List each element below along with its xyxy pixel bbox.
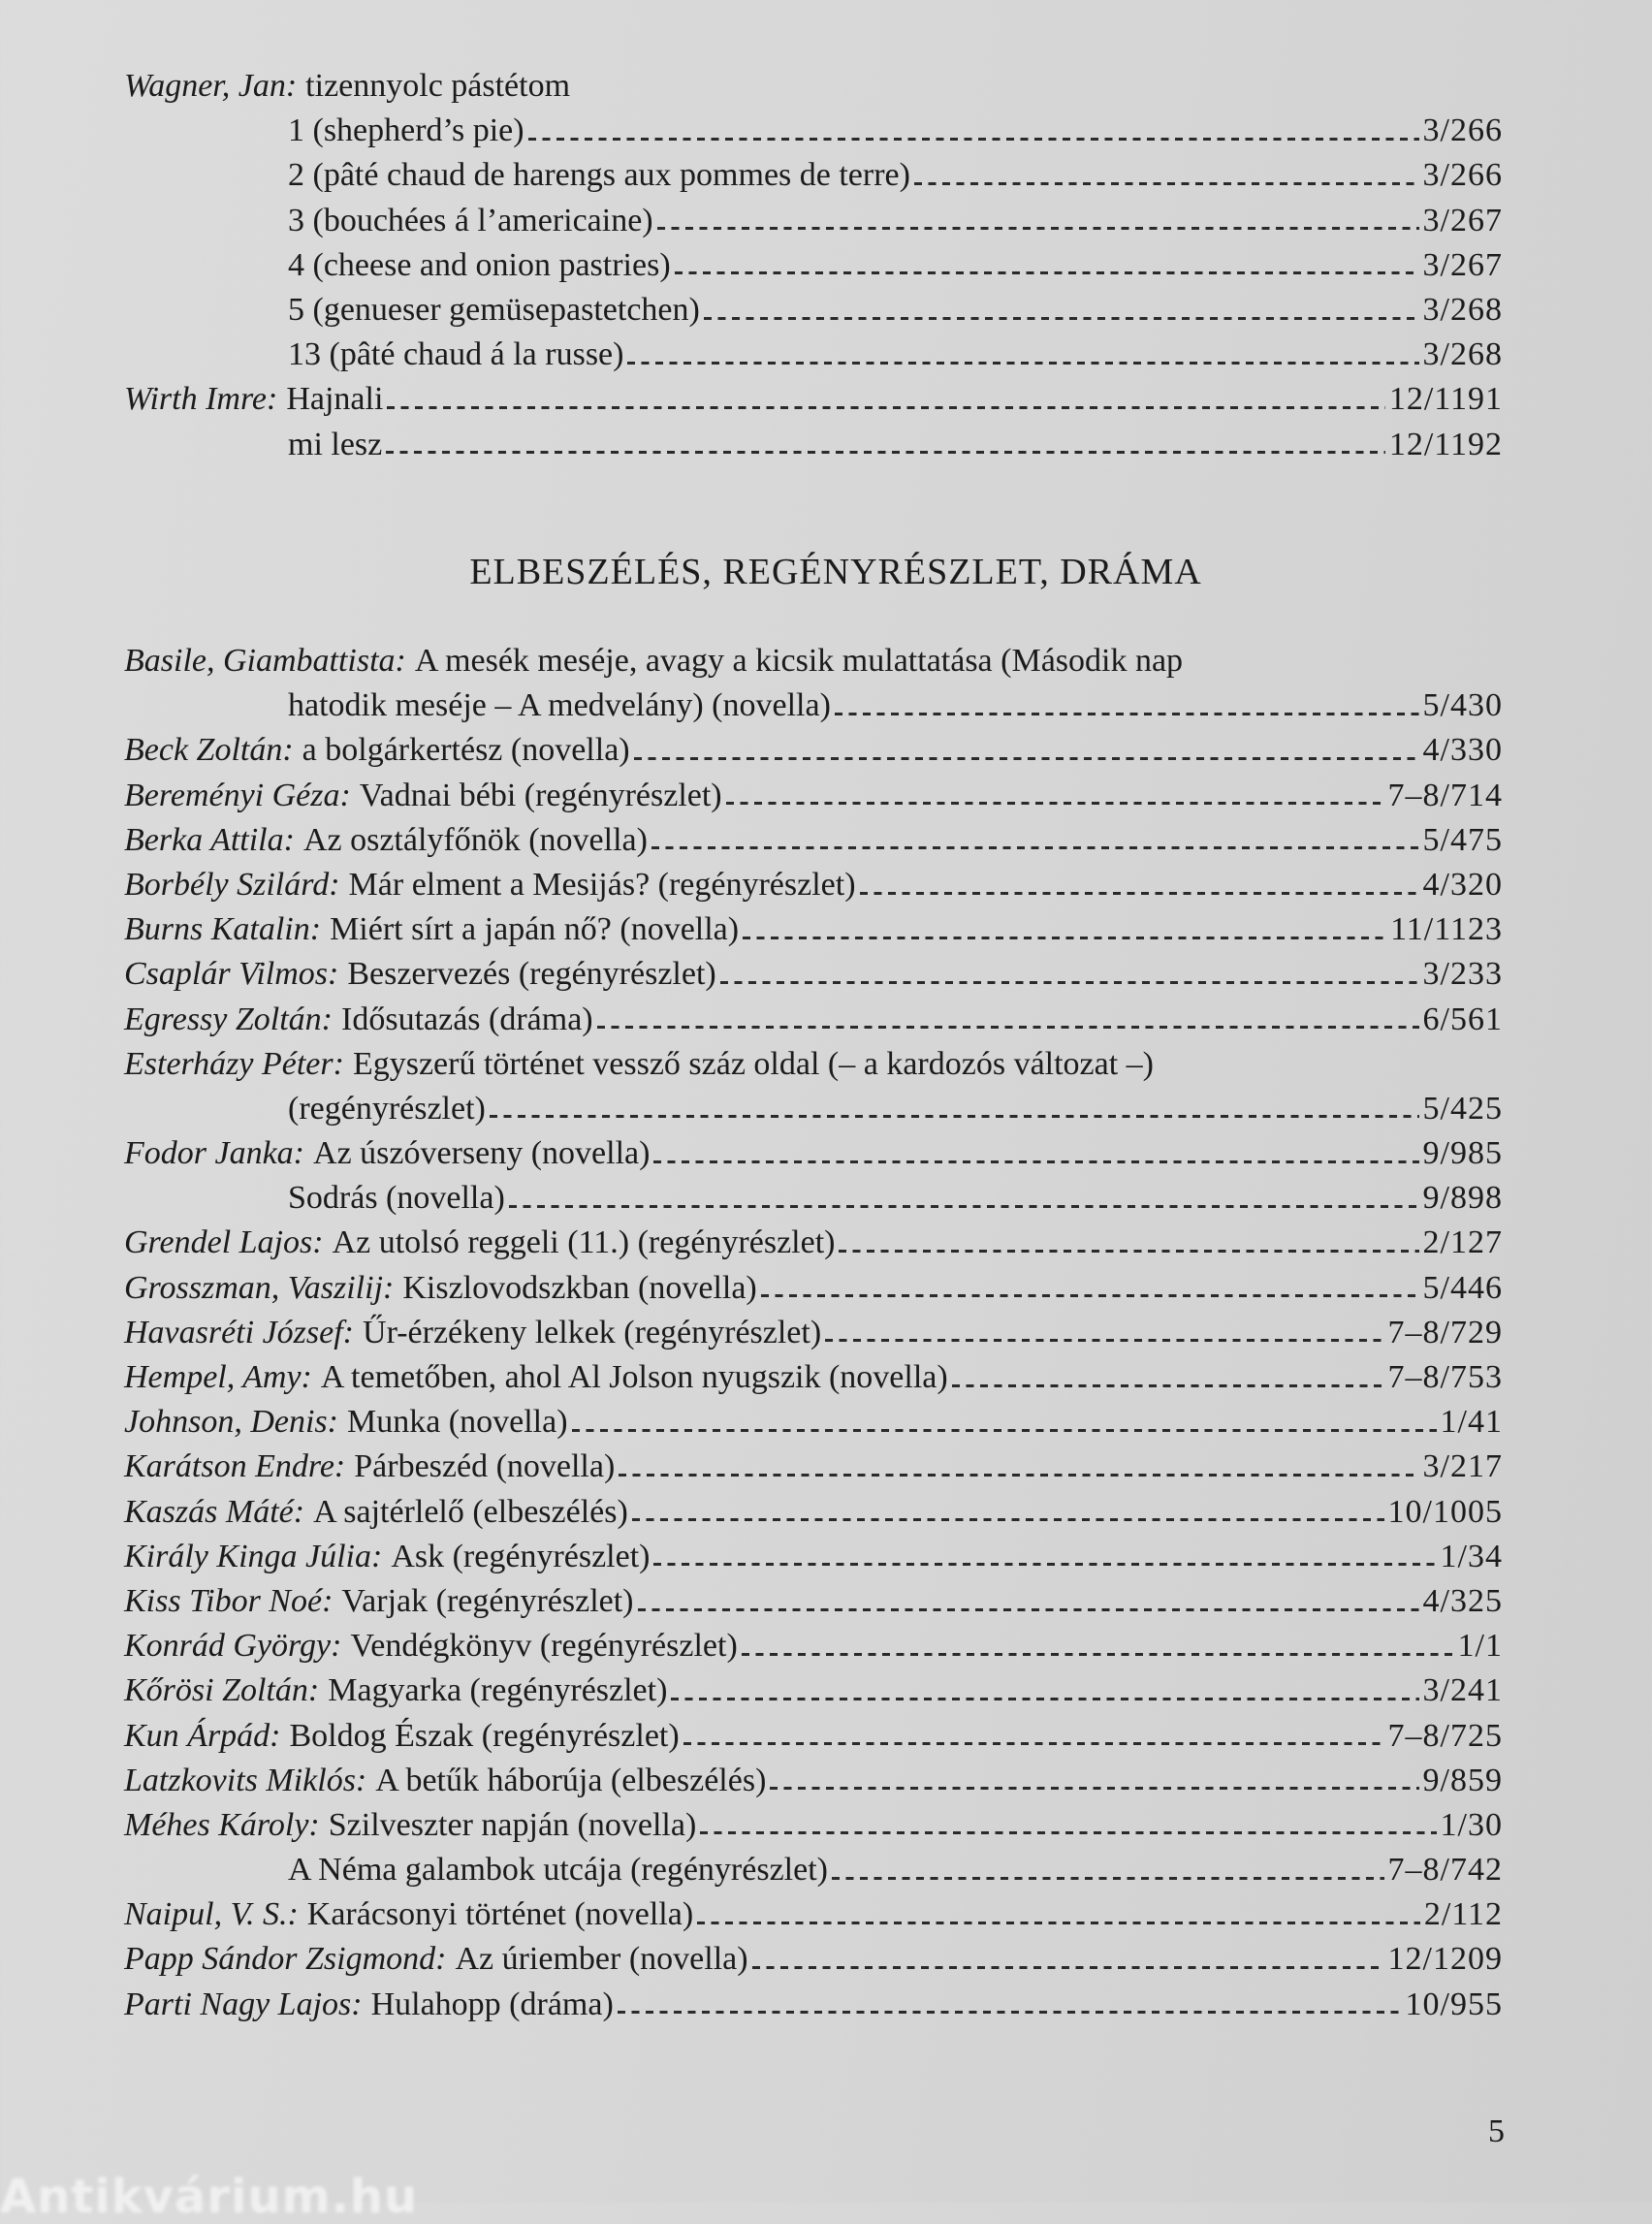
- entry-title: Hajnali: [286, 381, 384, 418]
- entry-title: Magyarka (regényrészlet): [328, 1672, 668, 1709]
- entry-author: Beck Zoltán:: [124, 732, 294, 769]
- entry-title: 13 (pâté chaud á la russe): [288, 336, 624, 373]
- entry-page-ref: 3/268: [1422, 291, 1503, 328]
- dot-leader: [914, 182, 1419, 185]
- dot-leader: [627, 362, 1418, 365]
- index-entry: [124, 381, 1503, 426]
- entry-page-ref: 5/475: [1422, 821, 1503, 858]
- dot-leader: [638, 1608, 1419, 1611]
- dot-leader: [832, 1877, 1384, 1880]
- entry-title: Űr-érzékeny lelkek (regényrészlet): [363, 1314, 822, 1350]
- entry-title: Beszervezés (regényrészlet): [347, 956, 716, 993]
- entry-page-ref: 9/898: [1422, 1180, 1503, 1217]
- entry-author: Egressy Zoltán:: [124, 1001, 334, 1037]
- index-entry: [124, 427, 1503, 471]
- entry-title: Varjak (regényrészlet): [341, 1582, 634, 1619]
- entry-page-ref: 7–8/714: [1387, 777, 1503, 813]
- entry-title: (regényrészlet): [288, 1090, 486, 1127]
- entry-title: 4 (cheese and onion pastries): [288, 246, 671, 283]
- index-entry: [124, 247, 1503, 292]
- index-entry: [124, 1941, 1503, 1986]
- watermark-logo: Antikvárium.hu: [0, 2170, 419, 2224]
- entry-page-ref: 3/233: [1422, 956, 1503, 993]
- dot-leader: [720, 981, 1419, 984]
- entry-title: 1 (shepherd’s pie): [288, 112, 524, 149]
- entry-title: A temetőben, ahol Al Jolson nyugszik (novella): [320, 1359, 948, 1395]
- entry-title: Idősutazás (dráma): [341, 1001, 593, 1037]
- entry-page-ref: 4/320: [1422, 866, 1503, 903]
- index-entry: [124, 1628, 1503, 1672]
- entry-page-ref: 9/859: [1422, 1762, 1503, 1798]
- index-entry: [124, 1315, 1503, 1359]
- entry-title: Kiszlovodszkban (novella): [402, 1269, 757, 1306]
- entry-title: Boldog Észak (regényrészlet): [289, 1717, 680, 1754]
- entry-page-ref: 3/267: [1422, 246, 1503, 283]
- entry-author: Grosszman, Vaszilij:: [124, 1269, 395, 1306]
- entry-author: Esterházy Péter:: [124, 1045, 344, 1082]
- entry-title: A sajtérlelő (elbeszélés): [313, 1493, 628, 1530]
- entry-page-ref: 5/446: [1422, 1269, 1503, 1306]
- index-entry: [124, 203, 1503, 247]
- entry-author: Grendel Lajos:: [124, 1224, 324, 1261]
- index-entry: [124, 1404, 1503, 1448]
- entry-author: Berka Attila:: [124, 821, 295, 858]
- entry-page-ref: 7–8/725: [1387, 1717, 1503, 1754]
- entry-title: Az úriember (novella): [455, 1941, 748, 1978]
- entry-author: Wagner, Jan:: [124, 68, 298, 104]
- entry-title: a bolgárkertész (novella): [302, 732, 630, 769]
- index-entry: [124, 1180, 1503, 1224]
- dot-leader: [572, 1429, 1437, 1432]
- entry-page-ref: 4/325: [1422, 1582, 1503, 1619]
- entry-page-ref: 9/985: [1422, 1135, 1503, 1172]
- dot-leader: [651, 846, 1419, 849]
- entry-page-ref: 5/425: [1422, 1090, 1503, 1127]
- entry-author: Király Kinga Júlia:: [124, 1538, 383, 1574]
- index-entry: [124, 1494, 1503, 1539]
- dot-leader: [657, 227, 1419, 230]
- index-entry: [124, 1448, 1503, 1493]
- entry-title: Sodrás (novella): [288, 1180, 505, 1217]
- dot-leader: [597, 1026, 1419, 1029]
- entry-page-ref: 1/30: [1440, 1806, 1503, 1843]
- entry-page-ref: 10/1005: [1387, 1493, 1503, 1530]
- index-entry: [124, 1583, 1503, 1628]
- entry-author: Wirth Imre:: [124, 381, 278, 418]
- dot-leader: [697, 1922, 1420, 1924]
- dot-leader: [726, 802, 1384, 805]
- entry-title: Karácsonyi történet (novella): [306, 1896, 694, 1933]
- index-entry: [124, 1001, 1503, 1046]
- entry-page-ref: 2/127: [1422, 1224, 1503, 1261]
- entry-author: Kőrösi Zoltán:: [124, 1672, 320, 1709]
- dot-leader: [387, 406, 1384, 409]
- entry-title: Párbeszéd (novella): [354, 1448, 616, 1485]
- index-entry: [124, 1270, 1503, 1315]
- entry-title: Hulahopp (dráma): [370, 1986, 614, 2022]
- index-entry: [124, 1763, 1503, 1807]
- entry-author: Bereményi Géza:: [124, 777, 351, 813]
- section-heading-text: ELBESZÉLÉS, REGÉNYRÉSZLET, DRÁMA: [469, 552, 1202, 592]
- entry-title: Ask (regényrészlet): [391, 1538, 651, 1574]
- entry-page-ref: 6/561: [1422, 1001, 1503, 1037]
- entry-page-ref: 3/217: [1422, 1448, 1503, 1485]
- entry-author: Johnson, Denis:: [124, 1404, 338, 1441]
- index-entry: [124, 1807, 1503, 1852]
- index-entry: [124, 1896, 1503, 1941]
- entry-author: Burns Katalin:: [124, 911, 322, 948]
- entry-title: A betűk háborúja (elbeszélés): [375, 1762, 767, 1798]
- dot-leader: [700, 1831, 1436, 1834]
- entry-title: A mesék meséje, avagy a kicsik mulattatása (Második nap: [414, 643, 1184, 679]
- entry-author: Kun Árpád:: [124, 1717, 281, 1754]
- entry-page-ref: 7–8/753: [1387, 1359, 1503, 1395]
- entry-title: A Néma galambok utcája (regényrészlet): [288, 1852, 828, 1889]
- entry-author: Kaszás Máté:: [124, 1493, 305, 1530]
- index-entry: [124, 1852, 1503, 1896]
- entry-title: Vendégkönyv (regényrészlet): [350, 1628, 738, 1665]
- entry-title: mi lesz: [288, 426, 383, 462]
- entry-page-ref: 12/1191: [1388, 381, 1503, 418]
- index-entry: [124, 68, 1503, 112]
- entry-author: Latzkovits Miklós:: [124, 1762, 367, 1798]
- entry-page-ref: 3/266: [1422, 112, 1503, 149]
- index-entry: [124, 1224, 1503, 1269]
- index-entry: [124, 687, 1503, 732]
- entry-page-ref: 2/112: [1423, 1896, 1503, 1933]
- entry-title: Az osztályfőnök (novella): [302, 821, 648, 858]
- index-entry: [124, 1135, 1503, 1180]
- dot-leader: [509, 1205, 1419, 1208]
- entry-title: Miért sírt a japán nő? (novella): [330, 911, 740, 948]
- dot-leader: [618, 2011, 1402, 2014]
- dot-leader: [770, 1787, 1418, 1790]
- entry-title: tizennyolc pástétom: [305, 68, 571, 104]
- entry-page-ref: 12/1192: [1388, 426, 1503, 462]
- index-entry: [124, 336, 1503, 381]
- entry-title: Munka (novella): [346, 1404, 568, 1441]
- entry-title: hatodik meséje – A medvelány) (novella): [288, 687, 831, 724]
- dot-leader: [619, 1474, 1418, 1477]
- entry-author: Papp Sándor Zsigmond:: [124, 1941, 447, 1978]
- dot-leader: [704, 317, 1419, 320]
- entry-title: Már elment a Mesijás? (regényrészlet): [348, 866, 856, 903]
- entry-author: Havasréti József:: [124, 1314, 355, 1350]
- entry-title: Vadnai bébi (regényrészlet): [359, 777, 722, 813]
- entry-author: Hempel, Amy:: [124, 1359, 312, 1395]
- dot-leader: [653, 1160, 1418, 1163]
- index-entry: [124, 778, 1503, 822]
- dot-leader: [675, 271, 1419, 274]
- dot-leader: [490, 1115, 1419, 1118]
- entry-author: Borbély Szilárd:: [124, 866, 340, 903]
- entry-title: Az úszóverseny (novella): [313, 1135, 651, 1172]
- entry-page-ref: 1/41: [1440, 1404, 1503, 1441]
- entry-page-ref: 5/430: [1422, 687, 1503, 724]
- index-entry: [124, 822, 1503, 867]
- entry-page-ref: 1/34: [1440, 1538, 1503, 1574]
- entry-page-ref: 7–8/742: [1387, 1852, 1503, 1889]
- index-entry: [124, 867, 1503, 911]
- dot-leader: [671, 1698, 1418, 1700]
- index-entry: [124, 956, 1503, 1001]
- section-heading: [0, 551, 1652, 593]
- entry-author: Csaplár Vilmos:: [124, 956, 339, 993]
- dot-leader: [683, 1742, 1384, 1745]
- page-number: 5: [1488, 2113, 1505, 2149]
- dot-leader: [386, 451, 1385, 454]
- dot-leader: [743, 937, 1386, 939]
- dot-leader: [825, 1339, 1383, 1342]
- entry-page-ref: 3/266: [1422, 157, 1503, 194]
- dot-leader: [952, 1384, 1384, 1387]
- index-entry: [124, 292, 1503, 336]
- dot-leader: [632, 1518, 1384, 1521]
- entry-page-ref: 3/267: [1422, 202, 1503, 238]
- index-entry: [124, 1672, 1503, 1717]
- entry-title: Szilveszter napján (novella): [328, 1806, 697, 1843]
- dot-leader: [839, 1250, 1418, 1253]
- dot-leader: [653, 1563, 1436, 1566]
- entry-title: 3 (bouchées á l’americaine): [288, 202, 653, 238]
- entry-author: Méhes Károly:: [124, 1806, 320, 1843]
- dot-leader: [835, 713, 1419, 715]
- index-entry: [124, 911, 1503, 956]
- entry-page-ref: 3/241: [1422, 1672, 1503, 1709]
- index-entry: [124, 1986, 1503, 2031]
- entry-author: Parti Nagy Lajos:: [124, 1986, 363, 2022]
- dot-leader: [761, 1294, 1419, 1297]
- entry-author: Naipul, V. S.:: [124, 1896, 299, 1933]
- dot-leader: [860, 892, 1419, 895]
- entry-title: 2 (pâté chaud de harengs aux pommes de terre): [288, 157, 910, 194]
- index-continuation-list: [124, 68, 1503, 471]
- dot-leader: [528, 138, 1419, 141]
- entry-page-ref: 12/1209: [1387, 1941, 1503, 1978]
- entry-author: Basile, Giambattista:: [124, 643, 406, 679]
- entry-author: Karátson Endre:: [124, 1448, 346, 1485]
- dot-leader: [752, 1966, 1384, 1969]
- entry-page-ref: 4/330: [1422, 732, 1503, 769]
- index-entry: [124, 732, 1503, 777]
- index-entry: [124, 157, 1503, 202]
- index-entry: [124, 1539, 1503, 1583]
- entry-title: Egyszerű történet vessző száz oldal (– a kardozós változat –): [352, 1045, 1154, 1082]
- entry-title: Az utolsó reggeli (11.) (regényrészlet): [332, 1224, 836, 1261]
- index-entry-list: [124, 643, 1503, 2031]
- entry-page-ref: 3/268: [1422, 336, 1503, 373]
- index-entry: [124, 1046, 1503, 1091]
- dot-leader: [634, 757, 1419, 760]
- entry-page-ref: 10/955: [1405, 1986, 1503, 2022]
- entry-page-ref: 7–8/729: [1387, 1314, 1503, 1350]
- index-entry: [124, 112, 1503, 157]
- index-entry: [124, 1718, 1503, 1763]
- dot-leader: [742, 1653, 1454, 1656]
- entry-author: Kiss Tibor Noé:: [124, 1582, 334, 1619]
- entry-page-ref: 1/1: [1457, 1628, 1503, 1665]
- entry-author: Fodor Janka:: [124, 1135, 305, 1172]
- entry-title: 5 (genueser gemüsepastetchen): [288, 291, 700, 328]
- index-entry: [124, 643, 1503, 687]
- entry-page-ref: 11/1123: [1390, 911, 1503, 948]
- index-entry: [124, 1359, 1503, 1404]
- index-entry: [124, 1091, 1503, 1135]
- entry-author: Konrád György:: [124, 1628, 342, 1665]
